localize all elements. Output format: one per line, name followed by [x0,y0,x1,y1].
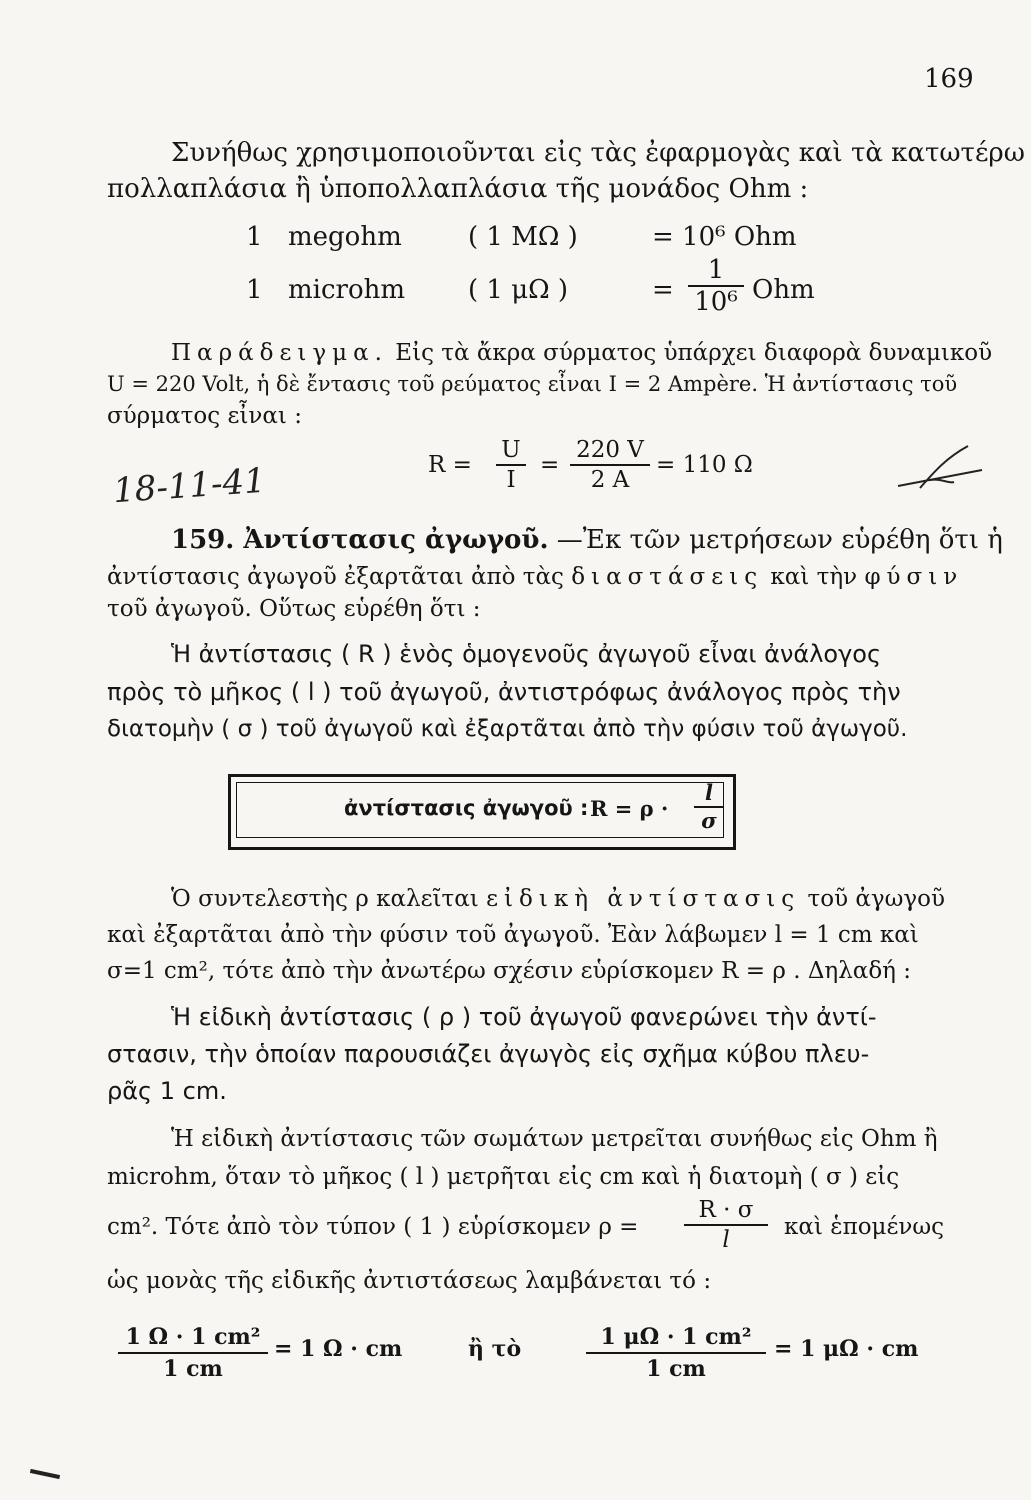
coef-line-1c: τοῦ ἀγωγοῦ [807,886,945,912]
example-fraction-2 [570,436,650,494]
example-R: R = [428,452,472,478]
unit1-value: = 10⁶ Ohm [652,222,797,252]
unit2-name: microhm [288,275,406,305]
unit2-fraction-num: 1 [688,255,744,287]
intro-line-2: πολλαπλάσια ἢ ὑποπολλαπλάσια τῆς μονάδος Ohm : [107,174,809,204]
example-result: = 110 Ω [656,452,753,478]
final-or: ἢ τὸ [468,1336,522,1362]
coef-line-1b: εἰδικὴ ἀντίστασις [486,886,801,912]
example-fraction-2-num: 220 V [570,436,650,466]
measure-fraction [684,1196,768,1254]
final-fraction-microohm-num: 1 μΩ · 1 cm² [586,1322,766,1354]
section-line-2d: φύσιν [864,564,964,590]
example-label: Παράδειγμα. [171,340,388,366]
final-result-microohm: = 1 μΩ · cm [774,1336,919,1362]
unit2-symbol: ( 1 μΩ ) [468,275,569,305]
formula-fraction [694,780,724,834]
page-number: 169 [924,64,974,94]
handwritten-mark-icon [890,440,990,496]
definition-line-3: ρᾶς 1 cm. [107,1077,227,1105]
formula-fraction-num: l [694,780,724,808]
section-line-3: τοῦ ἀγωγοῦ. Οὕτως εὑρέθη ὅτι : [107,596,481,622]
final-fraction-ohm [118,1322,268,1384]
example-fraction-1-num: U [496,436,526,466]
example-line-1: Εἰς τὰ ἄκρα σύρματος ὑπάρχει διαφορὰ δυναμικοῦ [395,340,993,366]
measure-line-1: Ἡ εἰδικὴ ἀντίστασις τῶν σωμάτων μετρεῖται συνήθως εἰς Ohm ἢ [171,1126,938,1152]
final-fraction-ohm-num: 1 Ω · 1 cm² [118,1322,268,1354]
measure-line-4: ὡς μονὰς τῆς εἰδικῆς ἀντιστάσεως λαμβάνεται τό : [107,1268,712,1294]
formula-lhs: R = ρ · [590,796,669,821]
section-line-2a: ἀντίστασις ἀγωγοῦ ἐξαρτᾶται ἀπὸ τὰς [107,564,564,590]
measure-line-2: microhm, ὅταν τὸ μῆκος ( l ) μετρῆται εἰς cm καὶ ἡ διατομὴ ( σ ) εἰς [107,1164,900,1190]
example-line-3: σύρματος εἶναι : [107,403,302,429]
scan-mark [30,1469,60,1479]
definition-line-1: Ἡ εἰδικὴ ἀντίστασις ( ρ ) τοῦ ἀγωγοῦ φανερώνει τὴν ἀντί- [171,1003,877,1031]
definition-line-2: στασιν, τὴν ὁποίαν παρουσιάζει ἀγωγὸς εἰς σχῆμα κύβου πλευ- [107,1040,870,1068]
unit2-equals: = [652,275,674,305]
final-fraction-microohm-den: 1 cm [646,1356,706,1382]
section-title: 159. Ἀντίστασις ἀγωγοῦ. [171,525,549,555]
unit2-fraction [688,255,744,317]
coef-line-2: καὶ ἐξαρτᾶται ἀπὸ τὴν φύσιν τοῦ ἀγωγοῦ. Ἐὰν λάβωμεν l = 1 cm καὶ [107,922,919,948]
measure-fraction-den: l [722,1227,730,1253]
final-result-ohm: = 1 Ω · cm [274,1336,403,1362]
example-fraction-1-den: I [506,467,516,493]
final-fraction-ohm-den: 1 cm [163,1356,223,1382]
coef-line-1a: Ὁ συντελεστὴς ρ καλεῖται [171,886,479,912]
law-line-2: πρὸς τὸ μῆκος ( l ) τοῦ ἀγωγοῦ, ἀντιστρόφως ἀνάλογος πρὸς τὴν [107,678,901,706]
section-line-2c: καὶ τὴν [770,564,858,590]
intro-line-1: Συνήθως χρησιμοποιοῦνται εἰς τὰς ἐφαρμογὰς καὶ τὰ κατωτέρω [171,138,1025,168]
unit2-fraction-den: 10⁶ [694,287,738,317]
unit1-count: 1 [246,222,263,252]
unit2-count: 1 [246,275,263,305]
final-fraction-microohm [586,1322,766,1384]
measure-line-3a: cm². Τότε ἀπὸ τὸν τύπον ( 1 ) εὑρίσκομεν ρ = [107,1214,639,1240]
example-fraction-2-den: 2 A [590,467,630,493]
law-line-3: διατομὴν ( σ ) τοῦ ἀγωγοῦ καὶ ἐξαρτᾶται ἀπὸ τὴν φύσιν τοῦ ἀγωγοῦ. [107,716,908,742]
measure-line-3b: καὶ ἑπομένως [784,1214,945,1240]
unit2-unit: Ohm [752,275,815,305]
measure-fraction-num: R · σ [684,1196,768,1226]
example-fraction-1 [496,436,526,494]
coef-line-3: σ=1 cm², τότε ἀπὸ τὴν ἀνωτέρω σχέσιν εὑρίσκομεν R = ρ . Δηλαδή : [107,958,912,984]
section-line-2b: διαστάσεις [571,564,764,590]
unit1-symbol: ( 1 MΩ ) [468,222,578,252]
law-line-1: Ἡ ἀντίστασις ( R ) ἑνὸς ὁμογενοῦς ἀγωγοῦ εἶναι ἀνάλογος [171,640,882,668]
example-equals: = [540,452,560,478]
handwritten-date: 18-11-41 [111,460,267,512]
section-line-1: —Ἐκ τῶν μετρήσεων εὑρέθη ὅτι ἡ [556,525,1003,555]
unit1-name: megohm [288,222,402,252]
formula-label: ἀντίστασις ἀγωγοῦ : [344,796,589,820]
formula-fraction-den: σ [701,808,717,833]
example-line-2: U = 220 Volt, ἡ δὲ ἔντασις τοῦ ρεύματος εἶναι I = 2 Ampère. Ἡ ἀντίστασις τοῦ [107,372,958,396]
